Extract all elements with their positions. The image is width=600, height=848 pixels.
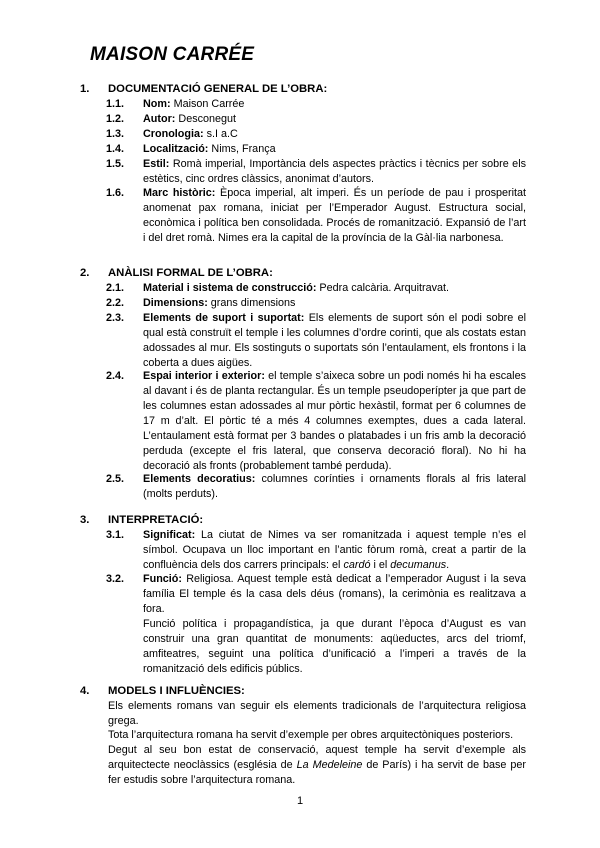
section-heading-2: 2. ANÀLISI FORMAL DE L’OBRA: bbox=[80, 267, 273, 279]
section-heading-3: 3. INTERPRETACIÓ: bbox=[80, 514, 204, 526]
page-title: MAISON CARRÉE bbox=[90, 44, 255, 65]
item-1-3: 1.3. Cronologia: s.I a.C bbox=[106, 128, 238, 140]
item-1-1: 1.1. Nom: Maison Carrée bbox=[106, 98, 245, 110]
item-2-3: 2.3. Elements de suport i suportat: Els elements de suport són el podi sobre el qual està construït el temple i les columnes d’ordre corinti, que als costats estan adossades al mur. Els sostinguts o suportats són l’entaulament, els frontons i la coberta a dues aigües. bbox=[106, 312, 526, 369]
item-1-6: 1.6. Marc històric: Època imperial, alt imperi. És un període de pau i prosperitat anomenat pax romana, iniciat per l’Emperador August. Estructura social, econòmica i política ben consolidada. Procés de romanització. Expansió de l’art i del dret romà. Nimes era la capital de la província de la Gàl·lia narbonesa. bbox=[106, 187, 527, 244]
paragraph-models-2: Tota l’arquitectura romana ha servit d’exemple per obres arquitectòniques posteriors. bbox=[108, 729, 514, 741]
paragraph-models-3: Degut al seu bon estat de conservació, aquest temple ha servit d’exemple als arquitectecte neoclàssics (església de La Medeleine de París) i ha servit de base per fer estudis sobre l’arquitectura romana. bbox=[108, 744, 526, 786]
item-2-5: 2.5. Elements decoratius: columnes corínties i ornaments florals al fris lateral (molts perduts). bbox=[106, 473, 526, 500]
item-3-1: 3.1. Significat: La ciutat de Nimes va ser romanitzada i aquest temple n’es el símbol. Ocupava un lloc important en l’antic fòrum romà, creat a partir de la confluència dels dos carrers principals: el cardó i el decumanus. bbox=[106, 529, 526, 571]
item-2-4: 2.4. Espai interior i exterior: el temple s’aixeca sobre un podi només hi ha escales al davant i és de planta rectangular. És un temple pseudoperípter ja que part de les columnes estan adossades al mur pòrtic hexàstil, format per 6 columnes de 17 m d’alt. El pòrtic té a més 4 columnes exemptes, dues a cada lateral. L’entaulament està format per 3 bandes o platabades i un fris amb la decoració perduda (excepte el fris lateral, que conserva decoració floral). No hi ha decoració als fronts (probablement també perduda). bbox=[106, 370, 526, 472]
item-1-2: 1.2. Autor: Desconegut bbox=[106, 113, 237, 125]
item-1-4: 1.4. Localització: Nims, França bbox=[106, 143, 276, 155]
item-2-1: 2.1. Material i sistema de construcció: Pedra calcària. Arquitravat. bbox=[106, 282, 450, 294]
paragraph-models-1: Els elements romans van seguir els elements tradicionals de l’arquitectura religiosa grega. bbox=[108, 700, 526, 727]
item-2-2: 2.2. Dimensions: grans dimensions bbox=[106, 297, 296, 309]
page-number: 1 bbox=[296, 795, 304, 807]
item-3-2: 3.2. Funció: Religiosa. Aquest temple està dedicat a l’emperador August i la seva família El temple és la casa dels déus (romans), la cerimònia es realitzava a fora. Funció política i propagandística, ja que durant l’època d’August es van construir una gran quantitat de monuments: aqüeductes, arcs del triomf, amfiteatres, seguint una política d’unificació a l’imperi a través de la romanització dels edificis públics. bbox=[106, 573, 526, 675]
section-heading-4: 4. MODELS I INFLUÈNCIES: bbox=[80, 685, 245, 697]
item-1-5: 1.5. Estil: Romà imperial, Importància dels aspectes pràctics i tècnics per sobre els estètics, cinc ordres clàssics, anonimat d’autors. bbox=[106, 158, 526, 185]
section-heading-1: 1. DOCUMENTACIÓ GENERAL DE L’OBRA: bbox=[80, 83, 328, 95]
